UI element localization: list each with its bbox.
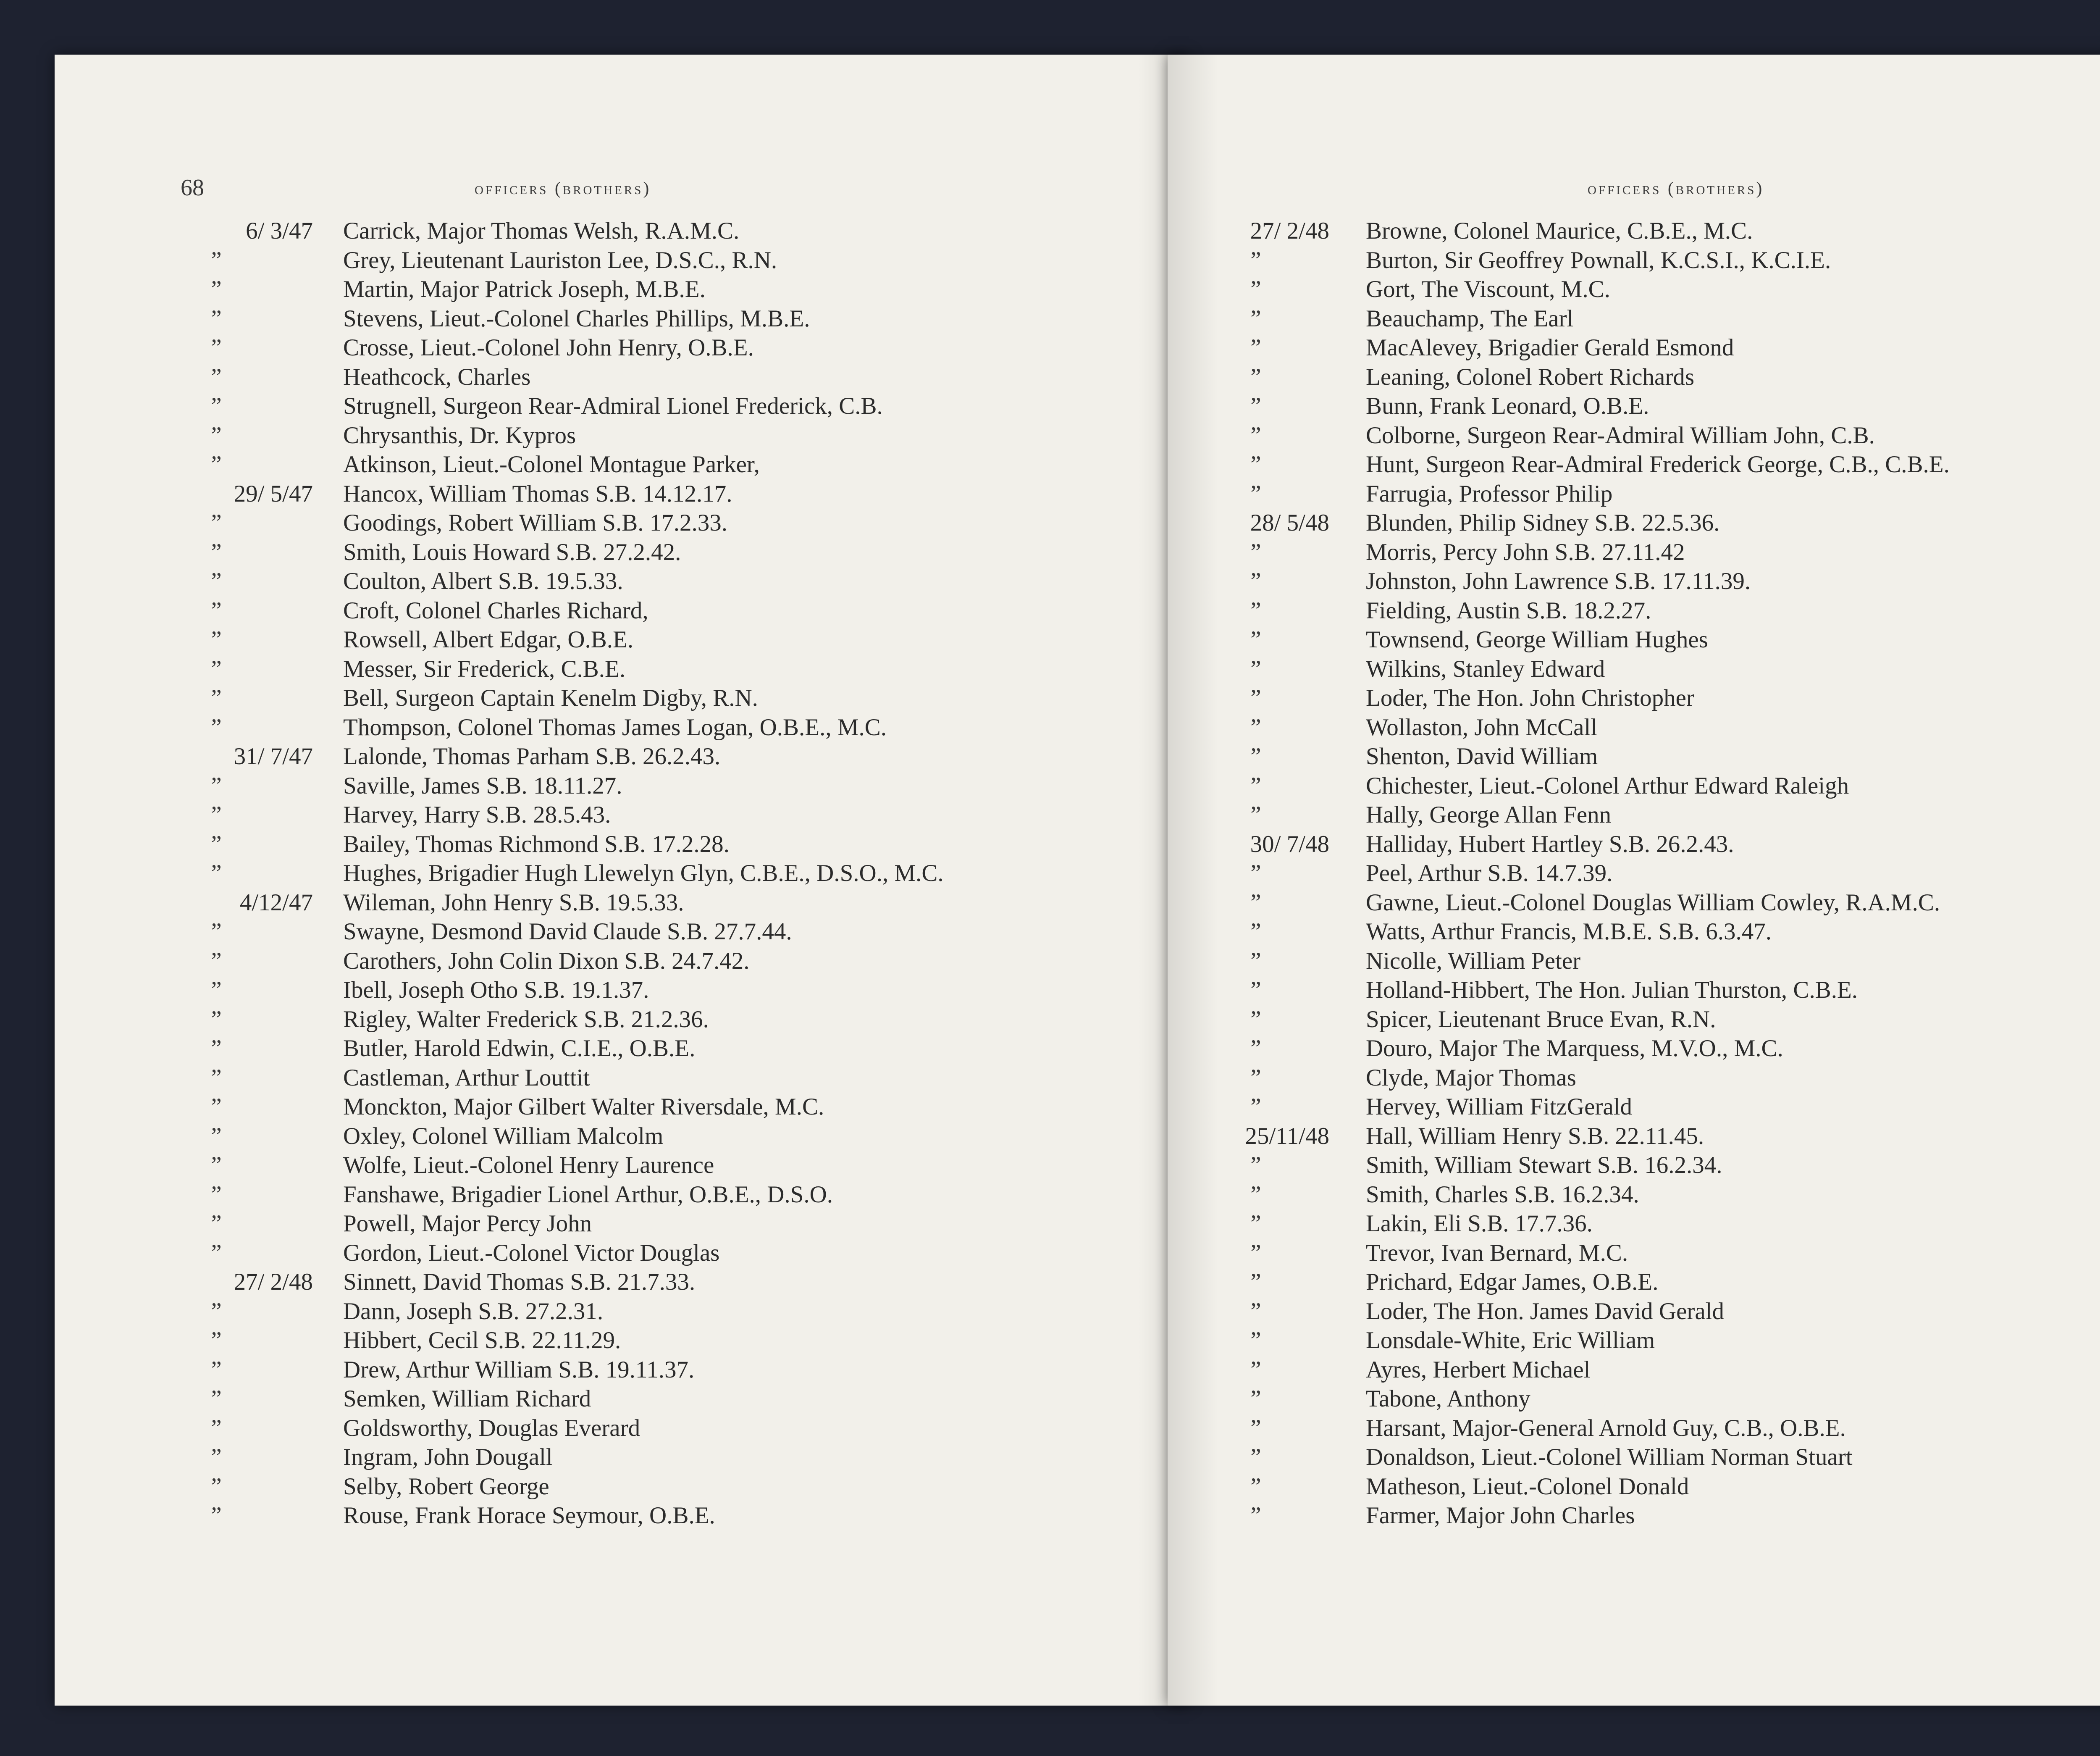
- entry-name: Farmer, Major John Charles: [1366, 1502, 1635, 1529]
- entry-name: Burton, Sir Geoffrey Pownall, K.C.S.I., K.C.I.E.: [1366, 247, 1831, 273]
- register-entry: [55, 1122, 1189, 1151]
- entry-name: Ingram, John Dougall: [343, 1444, 553, 1470]
- ditto-mark: ”: [1250, 247, 1261, 273]
- entry-name: Watts, Arthur Francis, M.B.E. S.B. 6.3.47.: [1366, 918, 1772, 945]
- entry-name: Wolfe, Lieut.-Colonel Henry Laurence: [343, 1152, 714, 1178]
- entry-name: Hunt, Surgeon Rear-Admiral Frederick George, C.B., C.B.E.: [1366, 451, 1950, 478]
- ditto-mark: ”: [1250, 626, 1261, 653]
- entry-name: Powell, Major Percy John: [343, 1210, 592, 1237]
- ditto-mark: ”: [211, 1473, 222, 1500]
- register-entry: [55, 625, 1189, 655]
- entry-date: 4/12/47: [239, 889, 313, 916]
- ditto-mark: ”: [1250, 334, 1261, 361]
- register-entry: [55, 1501, 1189, 1530]
- ditto-mark: ”: [1250, 685, 1261, 711]
- entry-name: Bell, Surgeon Captain Kenelm Digby, R.N.: [343, 685, 758, 711]
- entry-name: Loder, The Hon. James David Gerald: [1366, 1298, 1724, 1325]
- register-entry: [1168, 1209, 2100, 1238]
- register-entry: [1168, 392, 2100, 421]
- entry-name: Carothers, John Colin Dixon S.B. 24.7.42.: [343, 947, 750, 974]
- ditto-mark: ”: [1250, 1385, 1261, 1412]
- entry-name: Lakin, Eli S.B. 17.7.36.: [1366, 1210, 1593, 1237]
- register-entry: [1168, 1005, 2100, 1034]
- register-entry: [1168, 1472, 2100, 1501]
- ditto-mark: ”: [211, 1210, 222, 1237]
- register-entry: [55, 363, 1189, 392]
- register-entry: [55, 742, 1189, 771]
- entry-name: Smith, William Stewart S.B. 16.2.34.: [1366, 1152, 1722, 1178]
- entry-name: Harvey, Harry S.B. 28.5.43.: [343, 802, 611, 828]
- ditto-mark: ”: [211, 1152, 222, 1178]
- register-entry: [55, 655, 1189, 684]
- register-entry: [1168, 508, 2100, 538]
- register-entry: [1168, 275, 2100, 304]
- register-entry: [1168, 888, 2100, 917]
- register-entry: [1168, 363, 2100, 392]
- entry-name: Goodings, Robert William S.B. 17.2.33.: [343, 510, 728, 536]
- entry-name: Douro, Major The Marquess, M.V.O., M.C.: [1366, 1035, 1783, 1062]
- ditto-mark: ”: [1250, 947, 1261, 974]
- register-entry: [55, 800, 1189, 830]
- ditto-mark: ”: [211, 334, 222, 361]
- ditto-mark: ”: [211, 1239, 222, 1266]
- register-entry: [1168, 1034, 2100, 1063]
- register-entry: [55, 683, 1189, 713]
- entry-name: Saville, James S.B. 18.11.27.: [343, 772, 622, 799]
- register-entry: [1168, 1063, 2100, 1093]
- register-entry: [55, 946, 1189, 976]
- entry-name: Fielding, Austin S.B. 18.2.27.: [1366, 597, 1651, 624]
- entry-name: Monckton, Major Gilbert Walter Riversdale, M.C.: [343, 1094, 824, 1120]
- entry-name: Wileman, John Henry S.B. 19.5.33.: [343, 889, 684, 916]
- ditto-mark: ”: [211, 1444, 222, 1470]
- entry-name: Trevor, Ivan Bernard, M.C.: [1366, 1239, 1628, 1266]
- entry-name: Fanshawe, Brigadier Lionel Arthur, O.B.E., D.S.O.: [343, 1181, 833, 1208]
- entry-name: Crosse, Lieut.-Colonel John Henry, O.B.E.: [343, 334, 754, 361]
- register-entry: [55, 508, 1189, 538]
- ditto-mark: ”: [211, 305, 222, 332]
- ditto-mark: ”: [211, 1385, 222, 1412]
- register-entry: [1168, 830, 2100, 859]
- ditto-mark: ”: [1250, 1356, 1261, 1383]
- entry-date: 25/11/48: [1245, 1122, 1329, 1149]
- ditto-mark: ”: [211, 685, 222, 711]
- register-entry: [55, 1151, 1189, 1180]
- register-entry: [55, 1384, 1189, 1414]
- register-entry: [1168, 1501, 2100, 1530]
- ditto-mark: ”: [1250, 1444, 1261, 1470]
- register-entry: [55, 1443, 1189, 1472]
- entry-name: Beauchamp, The Earl: [1366, 305, 1574, 332]
- entry-date: 28/ 5/48: [1250, 510, 1329, 536]
- entry-name: Ibell, Joseph Otho S.B. 19.1.37.: [343, 977, 649, 1003]
- register-entry: [55, 975, 1189, 1005]
- register-entry: [55, 1092, 1189, 1122]
- entry-name: Morris, Percy John S.B. 27.11.42: [1366, 539, 1685, 565]
- ditto-mark: ”: [211, 655, 222, 682]
- ditto-mark: ”: [211, 1414, 222, 1441]
- ditto-mark: ”: [211, 1298, 222, 1325]
- register-entry: [55, 596, 1189, 626]
- ditto-mark: ”: [211, 1122, 222, 1149]
- entry-name: Harsant, Major-General Arnold Guy, C.B., O.B.E.: [1366, 1414, 1846, 1441]
- ditto-mark: ”: [1250, 597, 1261, 624]
- register-entry: [55, 1034, 1189, 1063]
- register-entry: [1168, 771, 2100, 801]
- entry-name: Coulton, Albert S.B. 19.5.33.: [343, 568, 623, 594]
- register-entry: [55, 275, 1189, 304]
- entry-name: Castleman, Arthur Louttit: [343, 1064, 590, 1091]
- ditto-mark: ”: [1250, 393, 1261, 419]
- entry-name: Hall, William Henry S.B. 22.11.45.: [1366, 1122, 1704, 1149]
- ditto-mark: ”: [211, 510, 222, 536]
- entry-name: Swayne, Desmond David Claude S.B. 27.7.44.: [343, 918, 792, 945]
- entry-name: Wilkins, Stanley Edward: [1366, 655, 1605, 682]
- register-entry: [1168, 1384, 2100, 1414]
- register-entry: [1168, 1092, 2100, 1122]
- register-entry: [1168, 1326, 2100, 1355]
- entry-name: Bailey, Thomas Richmond S.B. 17.2.28.: [343, 831, 730, 857]
- ditto-mark: ”: [211, 1064, 222, 1091]
- entry-name: Hervey, William FitzGerald: [1366, 1094, 1633, 1120]
- register-entry: [55, 421, 1189, 450]
- entry-name: Loder, The Hon. John Christopher: [1366, 685, 1694, 711]
- entry-name: Oxley, Colonel William Malcolm: [343, 1122, 664, 1149]
- register-entry: [1168, 538, 2100, 567]
- ditto-mark: ”: [1250, 363, 1261, 390]
- entry-date: 31/ 7/47: [234, 743, 313, 770]
- ditto-mark: ”: [1250, 1210, 1261, 1237]
- ditto-mark: ”: [211, 247, 222, 273]
- register-entry: [1168, 1238, 2100, 1268]
- register-entry: [55, 567, 1189, 596]
- entry-name: Grey, Lieutenant Lauriston Lee, D.S.C., R.N.: [343, 247, 777, 273]
- entry-name: Drew, Arthur William S.B. 19.11.37.: [343, 1356, 695, 1383]
- entry-name: Donaldson, Lieut.-Colonel William Norman Stuart: [1366, 1444, 1853, 1470]
- register-entry: [55, 1326, 1189, 1355]
- entry-name: Colborne, Surgeon Rear-Admiral William John, C.B.: [1366, 422, 1875, 449]
- entry-date: 6/ 3/47: [246, 218, 313, 244]
- ditto-mark: ”: [211, 1006, 222, 1033]
- entry-name: Rigley, Walter Frederick S.B. 21.2.36.: [343, 1006, 709, 1033]
- entry-name: Sinnett, David Thomas S.B. 21.7.33.: [343, 1269, 696, 1295]
- entry-name: Blunden, Philip Sidney S.B. 22.5.36.: [1366, 510, 1720, 536]
- entry-name: Atkinson, Lieut.-Colonel Montague Parker,: [343, 451, 760, 478]
- ditto-mark: ”: [1250, 918, 1261, 945]
- entry-name: Selby, Robert George: [343, 1473, 549, 1500]
- ditto-mark: ”: [1250, 889, 1261, 916]
- entry-name: Rouse, Frank Horace Seymour, O.B.E.: [343, 1502, 715, 1529]
- ditto-mark: ”: [211, 1181, 222, 1208]
- entry-list-left: [55, 216, 1189, 1530]
- entry-name: Shenton, David William: [1366, 743, 1598, 770]
- entry-name: Clyde, Major Thomas: [1366, 1064, 1576, 1091]
- running-head-left: officers (brothers): [475, 179, 651, 198]
- register-entry: [1168, 1443, 2100, 1472]
- ditto-mark: ”: [1250, 1006, 1261, 1033]
- ditto-mark: ”: [211, 626, 222, 653]
- register-entry: [55, 1063, 1189, 1093]
- register-entry: [1168, 1297, 2100, 1326]
- register-entry: [55, 538, 1189, 567]
- entry-name: Stevens, Lieut.-Colonel Charles Phillips, M.B.E.: [343, 305, 810, 332]
- ditto-mark: ”: [1250, 1064, 1261, 1091]
- entry-name: Smith, Louis Howard S.B. 27.2.42.: [343, 539, 681, 565]
- register-entry: [55, 479, 1189, 509]
- ditto-mark: ”: [1250, 1035, 1261, 1062]
- register-entry: [1168, 246, 2100, 275]
- register-entry: [55, 216, 1189, 246]
- ditto-mark: ”: [1250, 1473, 1261, 1500]
- register-entry: [1168, 1355, 2100, 1385]
- entry-name: Townsend, George William Hughes: [1366, 626, 1708, 653]
- register-entry: [55, 917, 1189, 946]
- register-entry: [1168, 1151, 2100, 1180]
- entry-date: 30/ 7/48: [1250, 831, 1329, 857]
- ditto-mark: ”: [211, 451, 222, 478]
- page-number-left: 68: [181, 175, 204, 201]
- entry-name: Carrick, Major Thomas Welsh, R.A.M.C.: [343, 218, 740, 244]
- left-page: [55, 55, 1189, 1706]
- ditto-mark: ”: [211, 539, 222, 565]
- entry-name: Halliday, Hubert Hartley S.B. 26.2.43.: [1366, 831, 1734, 857]
- ditto-mark: ”: [211, 276, 222, 302]
- entry-name: Leaning, Colonel Robert Richards: [1366, 363, 1694, 390]
- register-entry: [1168, 450, 2100, 479]
- entry-name: Messer, Sir Frederick, C.B.E.: [343, 655, 626, 682]
- register-entry: [1168, 216, 2100, 246]
- register-entry: [55, 1414, 1189, 1443]
- ditto-mark: ”: [1250, 276, 1261, 302]
- entry-name: Wollaston, John McCall: [1366, 714, 1598, 741]
- ditto-mark: ”: [1250, 1298, 1261, 1325]
- entry-date: 29/ 5/47: [234, 480, 313, 507]
- ditto-mark: ”: [1250, 860, 1261, 886]
- running-head-right: officers (brothers): [1588, 179, 1764, 198]
- register-entry: [1168, 479, 2100, 509]
- entry-name: Gordon, Lieut.-Colonel Victor Douglas: [343, 1239, 720, 1266]
- entry-name: Hughes, Brigadier Hugh Llewelyn Glyn, C.B.E., D.S.O., M.C.: [343, 860, 944, 886]
- register-entry: [55, 333, 1189, 363]
- register-entry: [1168, 1122, 2100, 1151]
- entry-name: Semken, William Richard: [343, 1385, 591, 1412]
- ditto-mark: ”: [1250, 655, 1261, 682]
- ditto-mark: ”: [211, 1327, 222, 1354]
- entry-name: Martin, Major Patrick Joseph, M.B.E.: [343, 276, 706, 302]
- ditto-mark: ”: [1250, 802, 1261, 828]
- ditto-mark: ”: [1250, 422, 1261, 449]
- ditto-mark: ”: [1250, 772, 1261, 799]
- entry-name: Thompson, Colonel Thomas James Logan, O.B.E., M.C.: [343, 714, 887, 741]
- register-entry: [55, 1238, 1189, 1268]
- register-entry: [1168, 683, 2100, 713]
- register-entry: [55, 246, 1189, 275]
- register-entry: [1168, 655, 2100, 684]
- register-entry: [1168, 567, 2100, 596]
- entry-name: Heathcock, Charles: [343, 363, 531, 390]
- entry-name: Strugnell, Surgeon Rear-Admiral Lionel Frederick, C.B.: [343, 393, 883, 419]
- register-entry: [55, 888, 1189, 917]
- ditto-mark: ”: [1250, 1094, 1261, 1120]
- ditto-mark: ”: [211, 1035, 222, 1062]
- ditto-mark: ”: [1250, 1239, 1261, 1266]
- register-entry: [1168, 1180, 2100, 1209]
- entry-name: Prichard, Edgar James, O.B.E.: [1366, 1269, 1659, 1295]
- entry-name: Goldsworthy, Douglas Everard: [343, 1414, 640, 1441]
- register-entry: [55, 771, 1189, 801]
- ditto-mark: ”: [211, 947, 222, 974]
- entry-name: Bunn, Frank Leonard, O.B.E.: [1366, 393, 1649, 419]
- register-entry: [1168, 304, 2100, 334]
- ditto-mark: ”: [1250, 743, 1261, 770]
- register-entry: [55, 830, 1189, 859]
- entry-name: Lonsdale-White, Eric William: [1366, 1327, 1655, 1354]
- entry-name: Johnston, John Lawrence S.B. 17.11.39.: [1366, 568, 1751, 594]
- ditto-mark: ”: [1250, 1502, 1261, 1529]
- register-entry: [55, 1267, 1189, 1297]
- ditto-mark: ”: [1250, 1414, 1261, 1441]
- ditto-mark: ”: [1250, 1327, 1261, 1354]
- register-entry: [1168, 975, 2100, 1005]
- ditto-mark: ”: [1250, 977, 1261, 1003]
- register-entry: [55, 1180, 1189, 1209]
- entry-name: Butler, Harold Edwin, C.I.E., O.B.E.: [343, 1035, 696, 1062]
- entry-name: Gort, The Viscount, M.C.: [1366, 276, 1610, 302]
- ditto-mark: ”: [211, 831, 222, 857]
- ditto-mark: ”: [211, 597, 222, 624]
- entry-name: Hibbert, Cecil S.B. 22.11.29.: [343, 1327, 621, 1354]
- ditto-mark: ”: [211, 363, 222, 390]
- register-entry: [55, 1209, 1189, 1238]
- register-entry: [55, 450, 1189, 479]
- register-entry: [55, 1472, 1189, 1501]
- register-entry: [1168, 917, 2100, 946]
- register-entry: [55, 859, 1189, 888]
- ditto-mark: ”: [1250, 451, 1261, 478]
- ditto-mark: ”: [1250, 1269, 1261, 1295]
- register-entry: [1168, 596, 2100, 626]
- ditto-mark: ”: [1250, 568, 1261, 594]
- register-entry: [1168, 713, 2100, 742]
- entry-name: Lalonde, Thomas Parham S.B. 26.2.43.: [343, 743, 721, 770]
- entry-date: 27/ 2/48: [234, 1269, 313, 1295]
- ditto-mark: ”: [211, 1502, 222, 1529]
- entry-name: Ayres, Herbert Michael: [1366, 1356, 1591, 1383]
- register-entry: [1168, 1414, 2100, 1443]
- entry-name: Peel, Arthur S.B. 14.7.39.: [1366, 860, 1613, 886]
- entry-list-right: [1168, 216, 2100, 1530]
- entry-name: Farrugia, Professor Philip: [1366, 480, 1613, 507]
- ditto-mark: ”: [1250, 714, 1261, 741]
- ditto-mark: ”: [211, 977, 222, 1003]
- ditto-mark: ”: [211, 802, 222, 828]
- register-entry: [1168, 859, 2100, 888]
- register-entry: [1168, 421, 2100, 450]
- ditto-mark: ”: [1250, 1152, 1261, 1178]
- ditto-mark: ”: [211, 860, 222, 886]
- ditto-mark: ”: [1250, 480, 1261, 507]
- entry-name: Hancox, William Thomas S.B. 14.12.17.: [343, 480, 732, 507]
- ditto-mark: ”: [1250, 1181, 1261, 1208]
- entry-name: Rowsell, Albert Edgar, O.B.E.: [343, 626, 634, 653]
- ditto-mark: ”: [211, 772, 222, 799]
- ditto-mark: ”: [211, 714, 222, 741]
- ditto-mark: ”: [211, 393, 222, 419]
- entry-name: Matheson, Lieut.-Colonel Donald: [1366, 1473, 1689, 1500]
- ditto-mark: ”: [211, 422, 222, 449]
- entry-name: Spicer, Lieutenant Bruce Evan, R.N.: [1366, 1006, 1716, 1033]
- ditto-mark: ”: [1250, 539, 1261, 565]
- register-entry: [1168, 333, 2100, 363]
- entry-name: Croft, Colonel Charles Richard,: [343, 597, 648, 624]
- entry-name: MacAlevey, Brigadier Gerald Esmond: [1366, 334, 1734, 361]
- register-entry: [55, 1005, 1189, 1034]
- register-entry: [55, 1297, 1189, 1326]
- entry-name: Chichester, Lieut.-Colonel Arthur Edward Raleigh: [1366, 772, 1849, 799]
- register-entry: [55, 304, 1189, 334]
- entry-name: Tabone, Anthony: [1366, 1385, 1530, 1412]
- entry-name: Nicolle, William Peter: [1366, 947, 1581, 974]
- register-entry: [55, 392, 1189, 421]
- ditto-mark: ”: [211, 918, 222, 945]
- ditto-mark: ”: [211, 568, 222, 594]
- register-entry: [1168, 946, 2100, 976]
- entry-name: Chrysanthis, Dr. Kypros: [343, 422, 576, 449]
- entry-date: 27/ 2/48: [1250, 218, 1329, 244]
- entry-name: Smith, Charles S.B. 16.2.34.: [1366, 1181, 1639, 1208]
- entry-name: Holland-Hibbert, The Hon. Julian Thurston, C.B.E.: [1366, 977, 1858, 1003]
- entry-name: Hally, George Allan Fenn: [1366, 802, 1612, 828]
- ditto-mark: ”: [211, 1356, 222, 1383]
- ditto-mark: ”: [1250, 305, 1261, 332]
- register-entry: [55, 713, 1189, 742]
- register-entry: [1168, 800, 2100, 830]
- ditto-mark: ”: [211, 1094, 222, 1120]
- register-entry: [1168, 1267, 2100, 1297]
- register-entry: [55, 1355, 1189, 1385]
- entry-name: Browne, Colonel Maurice, C.B.E., M.C.: [1366, 218, 1753, 244]
- right-page: [1168, 55, 2100, 1706]
- register-entry: [1168, 742, 2100, 771]
- entry-name: Dann, Joseph S.B. 27.2.31.: [343, 1298, 604, 1325]
- register-entry: [1168, 625, 2100, 655]
- entry-name: Gawne, Lieut.-Colonel Douglas William Cowley, R.A.M.C.: [1366, 889, 1940, 916]
